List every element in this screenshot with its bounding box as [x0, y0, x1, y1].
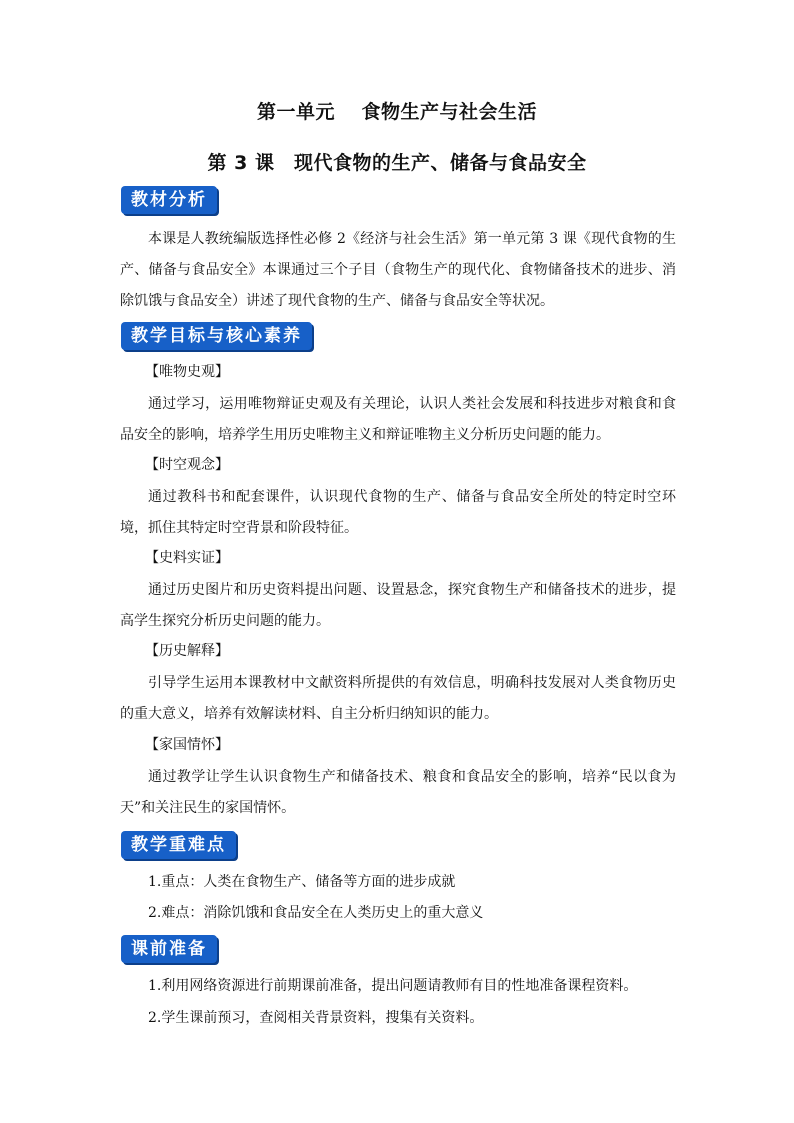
goal-heading-materialism: 【唯物史观】	[145, 364, 229, 380]
section-badge-preparation: 课前准备	[121, 935, 217, 963]
key-point-item: 1.重点：人类在食物生产、储备等方面的进步成就	[148, 874, 456, 890]
goal-heading-patriotism: 【家国情怀】	[145, 737, 229, 753]
difficulty-item: 2.难点：消除饥饿和食品安全在人类历史上的重大意义	[148, 905, 484, 921]
unit-title: 第一单元 食物生产与社会生活	[256, 101, 538, 123]
goal-text-spacetime: 通过教科书和配套课件，认识现代食物的生产、储备与食品安全所处的特定时空环境，抓住其特定时空背景和阶段特征。	[120, 489, 676, 536]
preparation-item: 1.利用网络资源进行前期课前准备，提出问题请教师有目的性地准备课程资料。	[148, 978, 638, 994]
goal-text-patriotism: 通过教学让学生认识食物生产和储备技术、粮食和食品安全的影响，培养“民以食为天”和关注民生的家国情怀。	[120, 769, 676, 816]
preparation-item: 2.学生课前预习，查阅相关背景资料，搜集有关资料。	[148, 1010, 484, 1026]
section-badge-key-points: 教学重难点	[121, 831, 236, 859]
goal-text-evidence: 通过历史图片和历史资料提出问题、设置悬念，探究食物生产和储备技术的进步，提高学生探究分析历史问题的能力。	[120, 582, 676, 629]
section-badge-analysis: 教材分析	[121, 186, 217, 214]
analysis-paragraph: 本课是人教统编版选择性必修 2《经济与社会生活》第一单元第 3 课《现代食物的生产、储备与食品安全》本课通过三个子目（食物生产的现代化、食物储备技术的进步、消除饥饿与食品安全）讲述了现代食物的生产、储备与食品安全等状况。	[120, 231, 676, 309]
lesson-title: 第 3 课 现代食物的生产、储备与食品安全	[207, 152, 587, 174]
goal-heading-interpretation: 【历史解释】	[145, 643, 229, 659]
goal-heading-spacetime: 【时空观念】	[145, 457, 229, 473]
section-badge-goals: 教学目标与核心素养	[121, 322, 312, 350]
goal-text-interpretation: 引导学生运用本课教材中文献资料所提供的有效信息，明确科技发展对人类食物历史的重大意义，培养有效解读材料、自主分析归纳知识的能力。	[120, 675, 676, 722]
goal-text-materialism: 通过学习，运用唯物辩证史观及有关理论，认识人类社会发展和科技进步对粮食和食品安全的影响，培养学生用历史唯物主义和辩证唯物主义分析历史问题的能力。	[120, 396, 676, 443]
goal-heading-evidence: 【史料实证】	[145, 550, 229, 566]
